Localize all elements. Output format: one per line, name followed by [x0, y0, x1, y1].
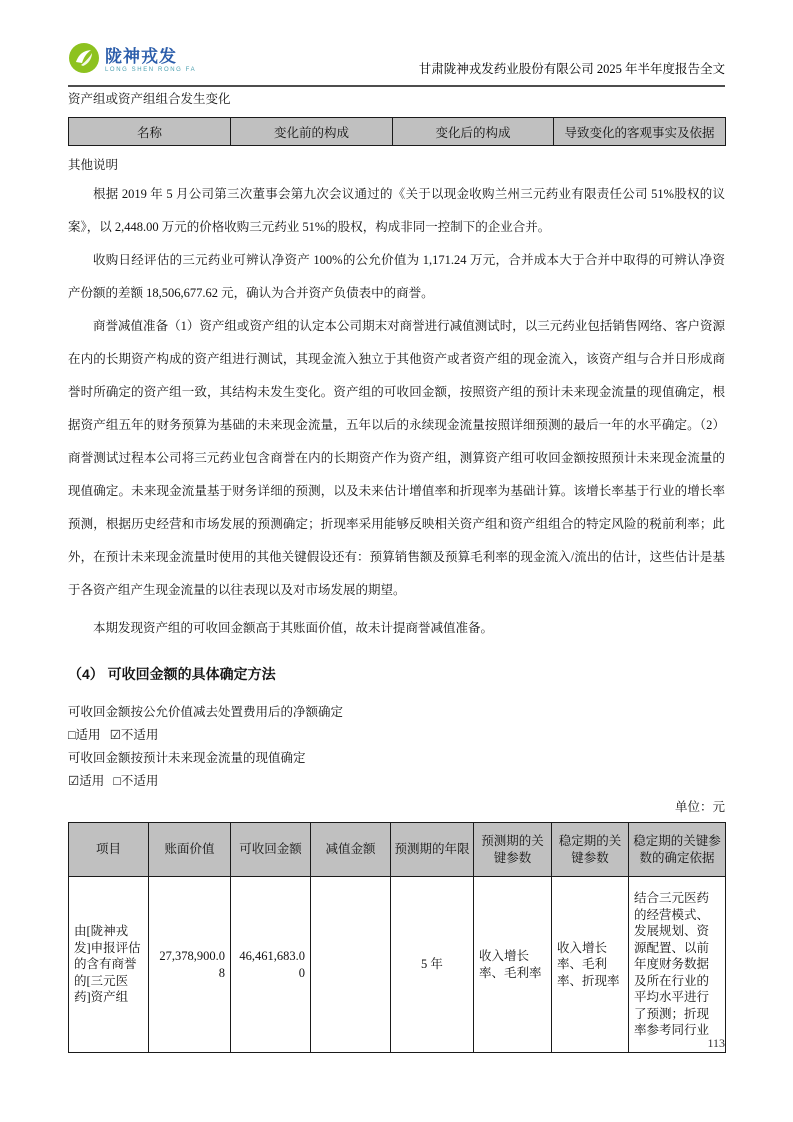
- paragraph-goodwill-recognition: 收购日经评估的三元药业可辨认净资产 100%的公允价值为 1,171.24 万元，合并成本大于合并中取得的可辨认净资产份额的差额 18,506,677.62 元，确认为合并资产负债表中的商誉。: [68, 253, 725, 300]
- table-header-row: [69, 823, 726, 877]
- cell-impairment-amount: [311, 877, 391, 1053]
- logo-name-en: LONG SHEN RONG FA: [105, 67, 197, 73]
- pv-checkbox-not-applicable: □不适用: [113, 774, 159, 788]
- page-header: [68, 42, 725, 87]
- pv-checkbox-applicable: ☑适用: [68, 774, 105, 788]
- col-recoverable-amount: 可收回金额: [231, 823, 311, 877]
- paragraph-acquisition: 根据 2019 年 5 月公司第三次董事会第九次会议通过的《关于以现金收购兰州三元药业有限责任公司 51%股权的议案》，以 2,448.00 万元的价格收购三元药业 51%的股权，构成非同一控制下的企业合并。: [68, 187, 725, 234]
- cell-stable-key-params: 收入增长率、毛利率、折现率: [552, 877, 629, 1053]
- col-stable-basis: 稳定期的关键参数的确定依据: [629, 823, 726, 877]
- logo-name-cn: 陇神戎发: [105, 47, 177, 66]
- asset-group-change-table: [68, 117, 726, 146]
- col-after-change: 变化后的构成: [393, 118, 554, 146]
- page-content: [68, 90, 725, 1053]
- cell-forecast-period: 5 年: [391, 877, 474, 1053]
- table-row: [69, 877, 726, 1053]
- cell-recoverable-amount: 46,461,683.00: [231, 877, 311, 1053]
- logo-text: [105, 48, 196, 73]
- present-value-method-label: 可收回金额按预计未来现金流量的现值确定: [68, 751, 306, 765]
- col-item: 项目: [69, 823, 149, 877]
- col-impairment-amount: 减值金额: [311, 823, 391, 877]
- section-heading-recoverable-amount: （4） 可收回金额的具体确定方法: [68, 666, 276, 682]
- fair-value-method-label: 可收回金额按公允价值减去处置费用后的净额确定: [68, 705, 344, 719]
- fair-value-checkboxes: [68, 724, 725, 747]
- col-before-change: 变化前的构成: [231, 118, 393, 146]
- col-forecast-key-params: 预测期的关键参数: [474, 823, 552, 877]
- fv-checkbox-applicable: □适用: [68, 728, 101, 742]
- paragraph-conclusion: 本期发现资产组的可收回金额高于其账面价值，故未计提商誉减值准备。: [93, 621, 494, 635]
- logo-icon: [68, 42, 100, 79]
- col-forecast-period: 预测期的年限: [391, 823, 474, 877]
- cell-book-value: 27,378,900.08: [149, 877, 231, 1053]
- present-value-checkboxes: [68, 770, 725, 793]
- fv-checkbox-not-applicable: ☑不适用: [109, 728, 159, 742]
- col-stable-key-params: 稳定期的关键参数: [552, 823, 629, 877]
- company-logo: [68, 42, 196, 79]
- asset-group-change-label: 资产组或资产组组合发生变化: [68, 92, 231, 106]
- paragraph-impairment-test: 商誉减值准备（1）资产组或资产组的认定本公司期末对商誉进行减值测试时，以三元药业包括销售网络、客户资源在内的长期资产构成的资产组进行测试，其现金流入独立于其他资产或者资产组的现金流入，该资产组与合并日形成商誉时所确定的资产组一致，其结构未发生变化。资产组的可收回金额，按照资产组的预计未来现金流量的现值确定，根据资产组五年的财务预算为基础的未来现金流量，五年以后的永续现金流量按照详细预测的最后一年的水平确定。（2）商誉测试过程本公司将三元药业包含商誉在内的长期资产作为资产组，测算资产组可收回金额按照预计未来现金流量的现值确定。未来现金流量基于财务详细的预测，以及未来估计增值率和折现率为基础计算。该增长率基于行业的增长率预测，根据历史经营和市场发展的预测确定；折现率采用能够反映相关资产组和资产组组合的特定风险的税前利率；此外，在预计未来现金流量时使用的其他关键假设还有：预算销售额及预算毛利率的现金流入/流出的估计，这些估计是基于各资产组产生现金流量的以往表现以及对市场发展的期望。: [68, 319, 725, 597]
- recoverable-amount-table: [68, 822, 726, 1053]
- table-header-row: [69, 118, 726, 146]
- unit-label: 单位：元: [674, 800, 725, 814]
- cell-item: 由[陇神戎发]申报评估的含有商誉的[三元医药]资产组: [69, 877, 149, 1053]
- cell-stable-basis: 结合三元医药的经营模式、发展规划、资源配置、以前年度财务数据及所在行业的平均水平进行了预测；折现率参考同行业: [629, 877, 726, 1053]
- other-note-label: 其他说明: [68, 158, 119, 172]
- col-book-value: 账面价值: [149, 823, 231, 877]
- page-number: 113: [707, 1036, 725, 1050]
- cell-forecast-key-params: 收入增长率、毛利率: [474, 877, 552, 1053]
- col-reason: 导致变化的客观事实及依据: [554, 118, 726, 146]
- document-title: 甘肃陇神戎发药业股份有限公司 2025 年半年度报告全文: [418, 62, 725, 76]
- col-name: 名称: [69, 118, 231, 146]
